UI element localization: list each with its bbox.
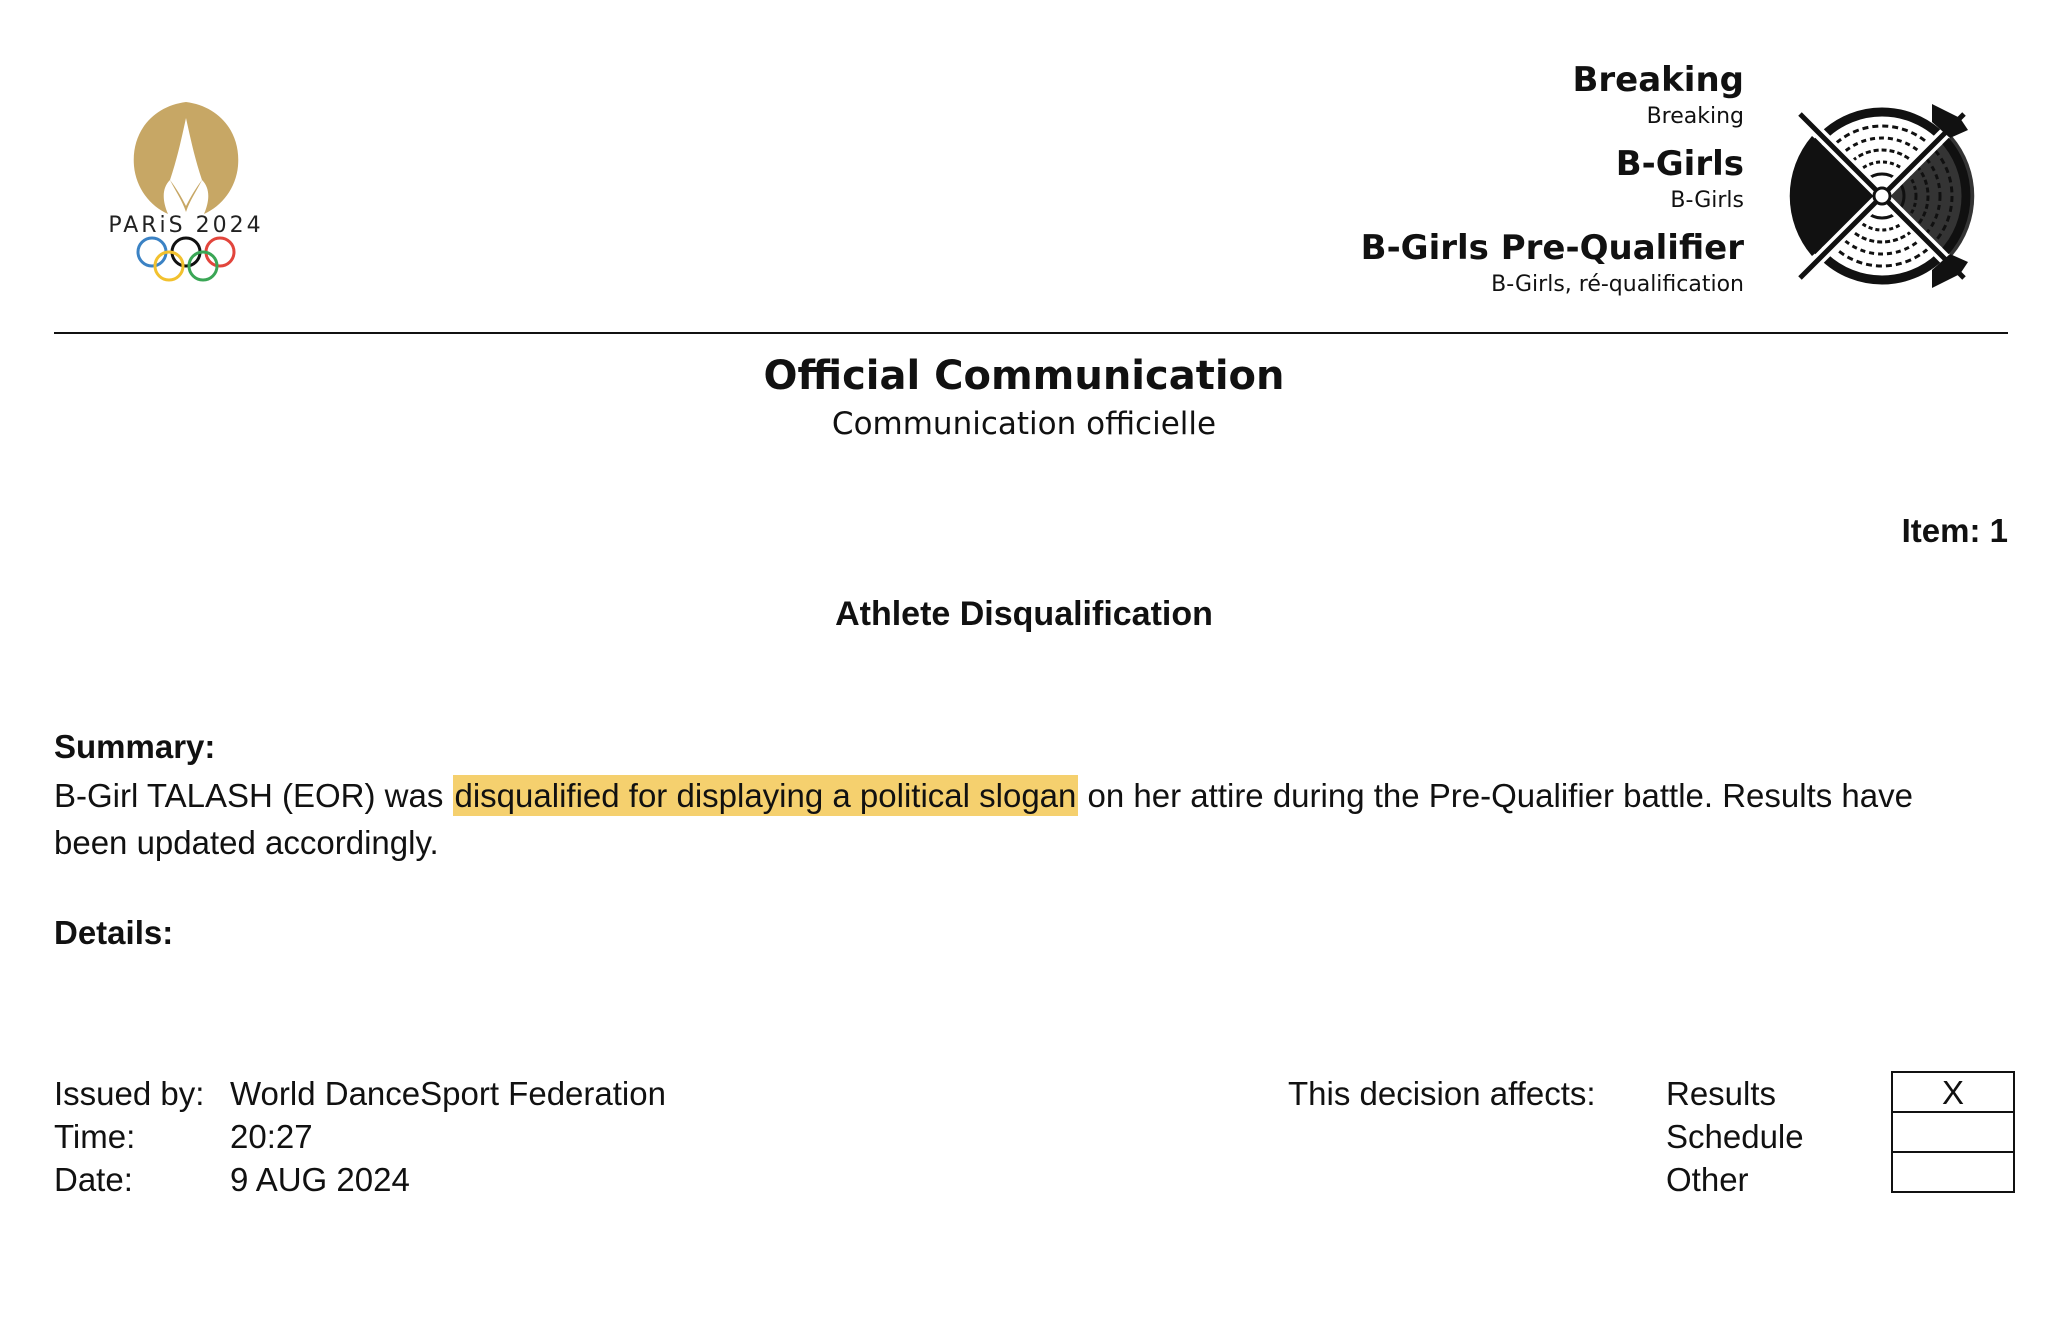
- phase-name: B-Girls Pre-Qualifier: [1360, 228, 1744, 268]
- title-en: Official Communication: [763, 353, 1285, 399]
- communication-subject: Athlete Disqualification: [835, 595, 1213, 633]
- affects-label: This decision affects:: [1288, 1075, 1596, 1112]
- time-row: [54, 1115, 666, 1158]
- issued-by-value: World DanceSport Federation: [230, 1075, 666, 1112]
- issued-info: [54, 1072, 666, 1201]
- affects-checkboxes: [1891, 1071, 2015, 1193]
- summary-label: Summary:: [54, 728, 216, 765]
- olympic-rings-icon: [138, 238, 234, 280]
- date-row: [54, 1158, 666, 1201]
- title-fr: Communication officielle: [831, 406, 1217, 442]
- item-number: Item: 1: [1901, 512, 2008, 549]
- time-label: Time:: [54, 1118, 136, 1155]
- issued-by-row: [54, 1072, 666, 1115]
- affects-option-results: Results: [1666, 1075, 1777, 1112]
- phase-name-fr: B-Girls, ré-qualification: [1491, 272, 1744, 297]
- event-name-fr: B-Girls: [1670, 188, 1744, 213]
- summary-text: [54, 772, 1994, 866]
- paris-2024-logo: [96, 96, 276, 286]
- summary-text-end: on her attire during the Pre-Qualifier battle. Results have been updated accordingly.: [54, 777, 1913, 861]
- sport-name: Breaking: [1572, 60, 1744, 100]
- affects-option-schedule: Schedule: [1666, 1118, 1804, 1155]
- results-checkbox: X: [1891, 1071, 2015, 1113]
- document-title: [0, 350, 2048, 446]
- sport-name-fr: Breaking: [1646, 104, 1744, 129]
- paris-2024-logo-text: PARiS 2024: [108, 213, 264, 238]
- schedule-checkbox: [1891, 1111, 2015, 1153]
- breaking-pictogram-icon: [1782, 96, 1982, 296]
- header-divider: [54, 332, 2008, 334]
- date-label: Date:: [54, 1161, 133, 1198]
- event-name: B-Girls: [1615, 144, 1744, 184]
- details-label: Details:: [54, 914, 174, 951]
- affects-options: [1666, 1072, 1804, 1201]
- affects-option-other: Other: [1666, 1161, 1749, 1198]
- other-checkbox: [1891, 1151, 2015, 1193]
- summary-text-start: B-Girl TALASH (EOR) was: [54, 777, 453, 814]
- time-value: 20:27: [230, 1118, 313, 1155]
- event-header: [1044, 58, 1744, 300]
- issued-by-label: Issued by:: [54, 1075, 205, 1112]
- summary-highlight: disqualified for displaying a political slogan: [454, 777, 1077, 814]
- date-value: 9 AUG 2024: [230, 1161, 410, 1198]
